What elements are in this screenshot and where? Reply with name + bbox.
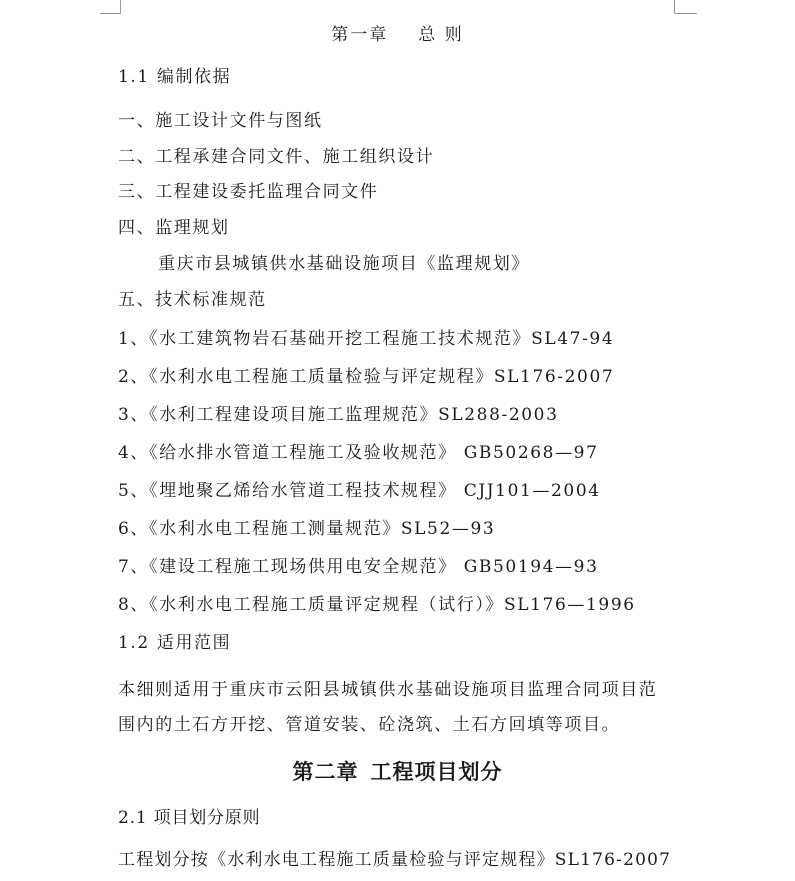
standard-item-5: 5、《埋地聚乙烯给水管道工程技术规程》 CJJ101—2004 bbox=[118, 481, 601, 501]
chapter-1-title: 总 则 bbox=[418, 25, 464, 45]
tech-standards-heading: 五、技术标准规范 bbox=[118, 290, 267, 310]
standard-item-7: 7、《建设工程施工现场供用电安全规范》 GB50194—93 bbox=[118, 557, 599, 577]
crop-mark-top-right bbox=[674, 0, 697, 14]
standard-item-6: 6、《水利水电工程施工测量规范》SL52—93 bbox=[118, 519, 496, 539]
section-1-1-heading: 1.1 编制依据 bbox=[118, 67, 232, 87]
basis-item-1: 一、施工设计文件与图纸 bbox=[118, 111, 323, 131]
basis-item-4: 四、监理规划 bbox=[118, 218, 230, 238]
standard-item-2: 2、《水利水电工程施工质量检验与评定规程》SL176-2007 bbox=[118, 367, 615, 387]
division-principle-line: 工程划分按《水利水电工程施工质量检验与评定规程》SL176-2007 bbox=[118, 850, 672, 870]
standard-item-8: 8、《水利水电工程施工质量评定规程（试行）》SL176—1996 bbox=[118, 595, 636, 615]
chapter-1-heading bbox=[0, 24, 795, 46]
scope-paragraph-line-2: 围内的土石方开挖、管道安装、砼浇筑、土石方回填等项目。 bbox=[118, 715, 621, 735]
basis-item-2: 二、工程承建合同文件、施工组织设计 bbox=[118, 147, 435, 167]
basis-item-3: 三、工程建设委托监理合同文件 bbox=[118, 182, 379, 202]
standard-item-3: 3、《水利工程建设项目施工监理规范》SL288-2003 bbox=[118, 405, 559, 425]
chapter-1-number: 第一章 bbox=[331, 25, 389, 45]
section-1-2-heading: 1.2 适用范围 bbox=[118, 633, 232, 653]
chapter-2-title: 工程项目划分 bbox=[370, 759, 503, 784]
scope-paragraph-line-1: 本细则适用于重庆市云阳县城镇供水基础设施项目监理合同项目范 bbox=[118, 680, 658, 700]
chapter-2-number: 第二章 bbox=[292, 759, 359, 784]
standard-item-4: 4、《给水排水管道工程施工及验收规范》 GB50268—97 bbox=[118, 443, 599, 463]
section-2-1-heading: 2.1 项目划分原则 bbox=[118, 808, 261, 828]
crop-mark-top-left bbox=[100, 0, 121, 14]
standard-item-1: 1、《水工建筑物岩石基础开挖工程施工技术规范》SL47-94 bbox=[118, 329, 615, 349]
chapter-2-heading bbox=[0, 758, 795, 786]
supervision-plan-line: 重庆市县城镇供水基础设施项目《监理规划》 bbox=[158, 254, 530, 274]
